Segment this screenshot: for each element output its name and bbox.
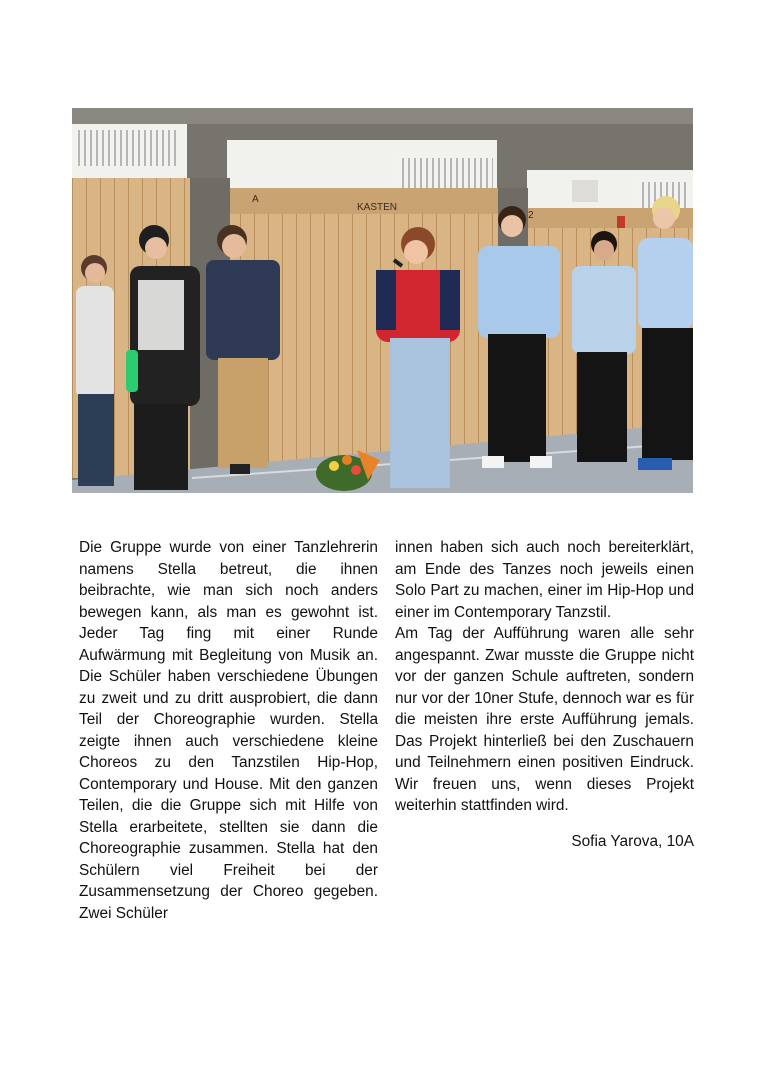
article-paragraph: innen haben sich auch noch bereiterklärt, am Ende des Tanzes noch jeweils einen Solo Part zu machen, einer im Hip-Hop und einer im Contemporary Tanzstil. — [395, 539, 694, 621]
person-1 — [76, 255, 114, 486]
article-column-right — [395, 537, 694, 852]
group-photo — [72, 108, 693, 493]
article-paragraph: Am Tag der Aufführung waren alle sehr angespannt. Zwar musste die Gruppe nicht vor der ganzen Schule auftreten, sondern nur vor der 10ner Stufe, dennoch war es für die meisten ihre erste Aufführung jemals. Das Projekt hinterließ bei den Zuschauern und Teilnehmern einen positiven Eindruck. Wir freuen uns, wenn dieses Projekt weiterhin stattfinden wird. — [395, 625, 694, 814]
article-paragraph: Die Gruppe wurde von einer Tanzlehrerin namens Stella betreut, die ihnen beibrachte, wie man sich noch anders bewegen kann, als man es gewohnt ist. Jeder Tag fing mit einer Runde Aufwärmung mit Begleitung von Musik an. Die Schüler haben verschiedene Übungen zu zweit und zu dritt ausprobiert, die dann Teil der Choreographie wurden. Stella zeigte ihnen auch verschiedene kleine Choreos zu den Tanzstilen Hip-Hop, Contemporary und House. Mit den ganzen Teilen, die die Gruppe sich mit Hilfe von Stella erarbeitete, stellten sie dann die Choreographie zusammen. Stella hat den Schülern viel Freiheit bei der Zusammensetzung der Choreo gegeben. Zwei Schüler — [79, 539, 378, 922]
wall-label-a: A — [252, 194, 259, 205]
article-column-left — [79, 537, 378, 924]
wall-label-kasten: KASTEN — [357, 202, 398, 213]
wall-label-2: 2 — [528, 210, 534, 221]
author-signature: Sofia Yarova, 10A — [571, 832, 694, 850]
gym-stage-illustration — [72, 108, 693, 493]
